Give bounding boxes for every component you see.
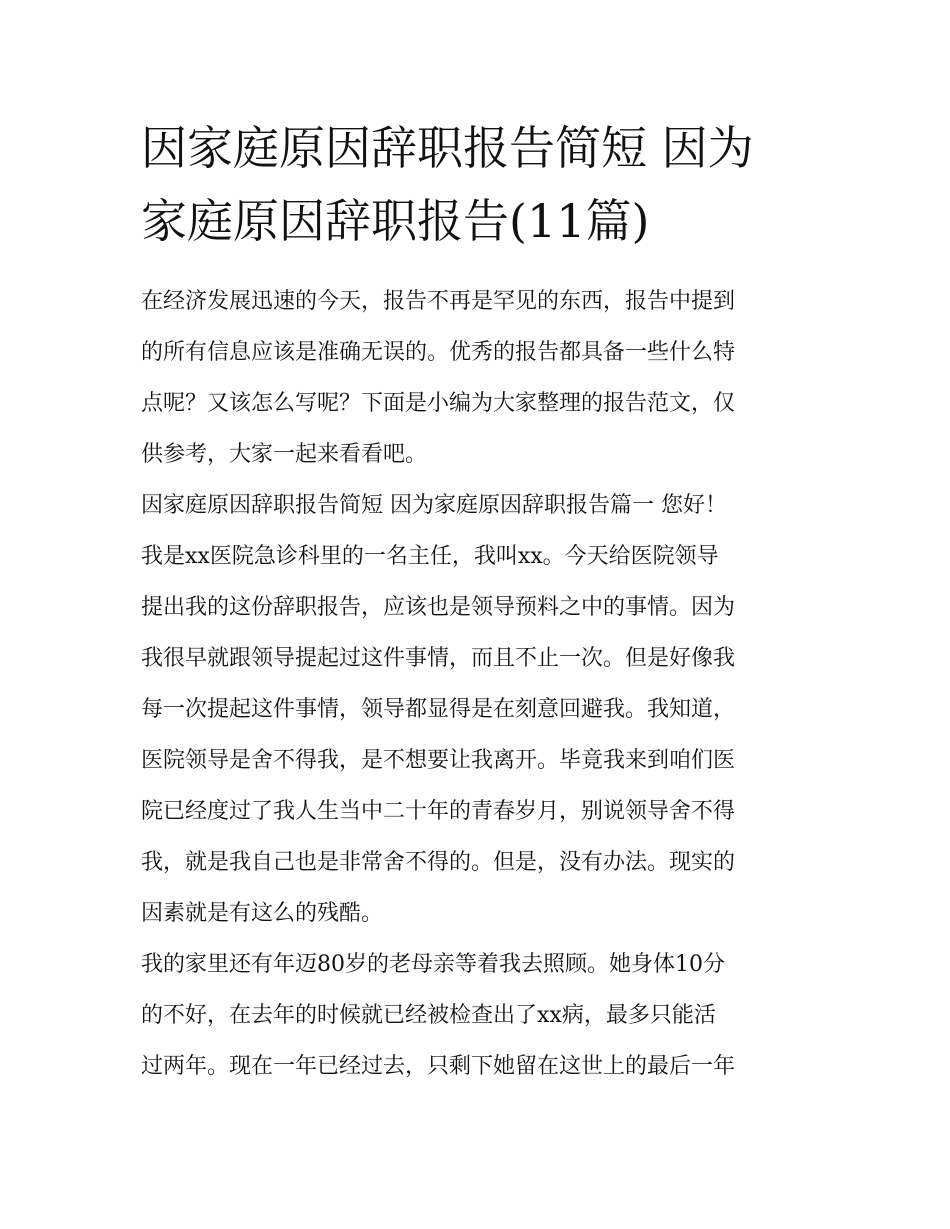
title-line: 因家庭原因辞职报告简短 因为	[141, 121, 754, 175]
text-line: 医院领导是舍不得我，是不想要让我离开。毕竟我来到咱们医	[141, 748, 736, 773]
text-line: 提出我的这份辞职报告，应该也是领导预料之中的事情。因为	[141, 595, 736, 620]
text-line: 我的家里还有年迈80岁的老母亲等着我去照顾。她身体10分	[141, 952, 725, 977]
paragraph-intro	[141, 276, 813, 480]
text-line: 我很早就跟领导提起过这件事情，而且不止一次。但是好像我	[141, 646, 736, 671]
text-line: 我是xx医院急诊科里的一名主任，我叫xx。今天给医院领导	[141, 544, 719, 569]
text-line: 过两年。现在一年已经过去，只剩下她留在这世上的最后一年	[141, 1054, 736, 1079]
text-line: 在经济发展迅速的今天，报告不再是罕见的东西，报告中提到	[141, 289, 736, 314]
paragraph-letter-part-one	[141, 480, 813, 939]
text-line: 的不好，在去年的时候就已经被检查出了xx病，最多只能活	[141, 1003, 716, 1028]
text-line: 因家庭原因辞职报告简短 因为家庭原因辞职报告篇一 您好！	[141, 493, 727, 518]
text-line: 的所有信息应该是准确无误的。优秀的报告都具备一些什么特	[141, 340, 736, 365]
paragraph-family-situation	[141, 939, 813, 1092]
text-line: 每一次提起这件事情，领导都显得是在刻意回避我。我知道，	[141, 697, 736, 722]
text-line: 院已经度过了我人生当中二十年的青春岁月，别说领导舍不得	[141, 799, 736, 824]
document-content	[141, 112, 813, 1092]
text-line: 点呢？又该怎么写呢？下面是小编为大家整理的报告范文，仅	[141, 391, 736, 416]
document-body	[141, 276, 813, 1092]
text-line: 因素就是有这么的残酷。	[141, 901, 384, 926]
document-title	[141, 112, 813, 258]
text-line: 我，就是我自己也是非常舍不得的。但是，没有办法。现实的	[141, 850, 736, 875]
text-line: 供参考，大家一起来看看吧。	[141, 442, 428, 467]
title-line: 家庭原因辞职报告(11篇)	[141, 194, 650, 248]
